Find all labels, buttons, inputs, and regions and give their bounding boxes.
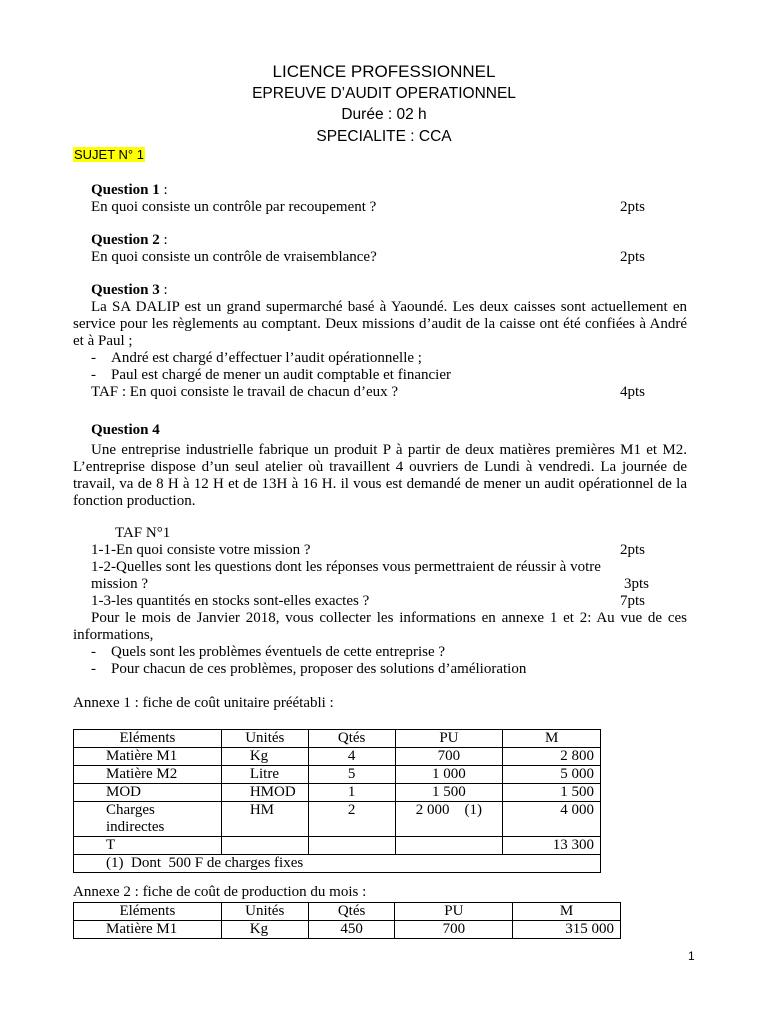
annexe-2-title: Annexe 2 : fiche de coût de production du mois : (73, 884, 367, 900)
question-1-points: 2pts (620, 199, 646, 215)
table-cell (395, 837, 503, 855)
table-row (74, 837, 601, 855)
table-cell: 5 000 (503, 766, 601, 784)
question-4-heading (91, 422, 160, 439)
table-header-cell: Eléments (74, 730, 222, 748)
taf-item-1-1-points: 2pts (620, 542, 646, 558)
table-footnote: (1) Dont 500 F de charges fixes (74, 855, 601, 873)
question-1-title: Question 1 (91, 182, 160, 198)
taf-item-1-2-cont: mission ? (91, 576, 149, 592)
table-cell: 2 800 (503, 748, 601, 766)
question-3-paragraph: La SA DALIP est un grand supermarché basé à Yaoundé. Les deux caisses sont actuellement en service pour les règlements au comptant. Deux missions d’audit de la caisse ont été confiées à André et à Paul ; (73, 299, 687, 349)
question-1-heading (91, 182, 168, 199)
taf-item-1-3-points: 7pts (620, 593, 646, 609)
table-cell: 1 (308, 784, 395, 802)
table-cell: Kg (221, 748, 308, 766)
question-2-text: En quoi consiste un contrôle de vraisemblance? (91, 249, 377, 265)
table-footnote-row (74, 855, 601, 873)
table-header-cell: M (503, 730, 601, 748)
table-cell: 700 (395, 748, 503, 766)
table-cell: HM (221, 802, 308, 837)
table-header-cell: Unités (221, 730, 308, 748)
question-3-sep: : (159, 282, 168, 298)
question-3-bullet-1: - André est chargé d’effectuer l’audit opérationnelle ; (91, 350, 422, 366)
table-header-cell: Eléments (74, 903, 222, 921)
question-4-title: Question 4 (91, 422, 160, 438)
table-cell: Charges indirectes (74, 802, 222, 837)
table-cell: 450 (308, 921, 395, 939)
table-row (74, 802, 601, 837)
table-header-cell: PU (395, 903, 513, 921)
table-cell: 4 (308, 748, 395, 766)
page-number: 1 (688, 949, 695, 963)
table-cell: Kg (221, 921, 308, 939)
taf-item-1-3: 1-3-les quantités en stocks sont-elles exactes ? (91, 593, 370, 609)
question-4-paragraph-2: Pour le mois de Janvier 2018, vous collecter les informations en annexe 1 et 2: Au vue de ces informations, (73, 610, 687, 643)
taf-item-1-1: 1-1-En quoi consiste votre mission ? (91, 542, 311, 558)
annexe-1-title: Annexe 1 : fiche de coût unitaire préétabli : (73, 695, 334, 711)
question-3-bullet-2: - Paul est chargé de mener un audit comptable et financier (91, 367, 452, 383)
taf-1-title: TAF N°1 (115, 525, 171, 541)
question-4-bullet-1: - Quels sont les problèmes éventuels de cette entreprise ? (91, 644, 446, 660)
table-cell: Matière M1 (74, 748, 222, 766)
question-4-bullet-2: - Pour chacun de ces problèmes, proposer des solutions d’amélioration (91, 661, 527, 677)
question-3-title: Question 3 (91, 282, 160, 298)
question-3-heading (91, 282, 168, 299)
table-row (74, 766, 601, 784)
table-cell: Matière M1 (74, 921, 222, 939)
question-3-points: 4pts (620, 384, 646, 400)
header-specialite: SPECIALITE : CCA (316, 128, 452, 145)
table-header-cell: Qtés (308, 903, 395, 921)
header-epreuve: EPREUVE D’AUDIT OPERATIONNEL (252, 85, 516, 102)
table-header-cell: Unités (221, 903, 308, 921)
header-duree: Durée : 02 h (341, 106, 427, 123)
table-cell: Matière M2 (74, 766, 222, 784)
sujet-label: SUJET N° 1 (74, 147, 144, 162)
question-1-text: En quoi consiste un contrôle par recoupement ? (91, 199, 377, 215)
table-row (74, 921, 621, 939)
table-row (74, 784, 601, 802)
taf-item-1-2: 1-2-Quelles sont les questions dont les réponses vous permettraient de réussir à votre (91, 559, 601, 575)
table-header-cell: M (513, 903, 621, 921)
table-cell: 1 500 (503, 784, 601, 802)
annexe-2-table (73, 902, 621, 939)
question-1-sep: : (159, 182, 168, 198)
taf-item-1-2-points: 3pts (624, 576, 650, 592)
question-2-title: Question 2 (91, 232, 160, 248)
table-header-cell: PU (395, 730, 503, 748)
question-4-paragraph: Une entreprise industrielle fabrique un produit P à partir de deux matières premières M1 et M2. L’entreprise dispose d’un seul atelier où travaillent 4 ouvriers de Lundi à vendredi. La journée de travail, va de 8 H à 12 H et de 13H à 16 H. il vous est demandé de mener un audit opérationnel de la fonction production. (73, 442, 687, 509)
question-2-points: 2pts (620, 249, 646, 265)
table-cell: 1 000 (395, 766, 503, 784)
table-header-row (74, 730, 601, 748)
table-header-cell: Qtés (308, 730, 395, 748)
table-cell: 13 300 (503, 837, 601, 855)
question-2-heading (91, 232, 168, 249)
table-cell: T (74, 837, 222, 855)
table-cell: 1 500 (395, 784, 503, 802)
table-cell: 315 000 (513, 921, 621, 939)
annexe-1-table (73, 729, 601, 873)
table-cell (308, 837, 395, 855)
table-cell: 2 (308, 802, 395, 837)
table-cell: HMOD (221, 784, 308, 802)
question-2-sep: : (159, 232, 168, 248)
table-cell (221, 837, 308, 855)
table-cell: 4 000 (503, 802, 601, 837)
table-cell: 700 (395, 921, 513, 939)
table-cell: 5 (308, 766, 395, 784)
header-licence: LICENCE PROFESSIONNEL (272, 62, 496, 81)
table-cell: Litre (221, 766, 308, 784)
table-header-row (74, 903, 621, 921)
table-cell: MOD (74, 784, 222, 802)
question-3-taf: TAF : En quoi consiste le travail de chacun d’eux ? (91, 384, 399, 400)
table-row (74, 748, 601, 766)
table-cell: 2 000 (1) (395, 802, 503, 837)
